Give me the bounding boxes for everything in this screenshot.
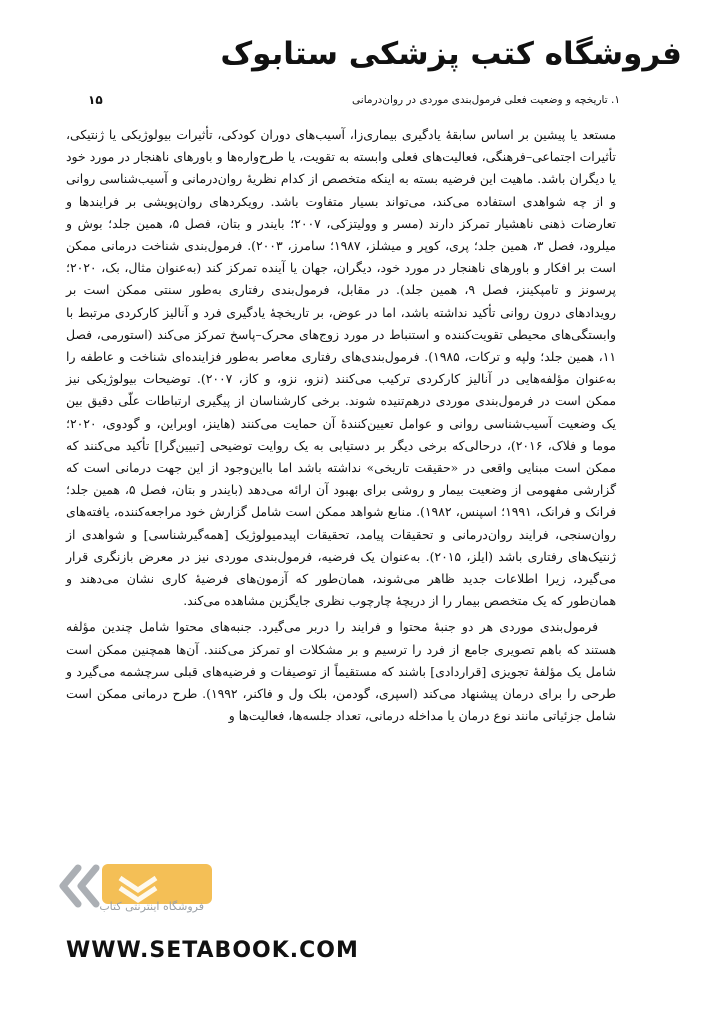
- running-head: [88, 94, 620, 112]
- paragraph: مستعد یا پیشین بر اساس سابقهٔ یادگیری بیماری‌زا، آسیب‌های دوران کودکی، تأثیرات بیولوژیکی یا ژنتیکی، تأثیرات اجتماعی–فرهنگی، فعالیت‌های فعلی وابسته به تقویت، یا طرح‌واره‌ها و باورهای ناهنجار در مورد خود یا دیگران باشد. ماهیت این فرضیه بسته به اینکه متخصص از کدام نظریهٔ روان‌درمانی و آسیب‌شناسی روانی و از چه شواهدی استفاده می‌کند، می‌تواند بسیار متفاوت باشد. رویکردهای روان‌پویشی بر فرایندها و تعارضات ذهنی ناهشیار تمرکز دارند (مسر و وولیتزکی، ۲۰۰۷؛ بایندر و بتان، فصل ۵، همین جلد؛ بوش و میلرود، فصل ۳، همین جلد؛ پری، کوپر و میشلز، ۱۹۸۷؛ سامرز، ۲۰۰۳). فرمول‌بندی شناخت درمانی ممکن است بر افکار و باورهای ناهنجار در مورد خود، دیگران، جهان یا آینده تمرکز کند (به‌عنوان مثال، بک، ۲۰۲۰؛ پرسونز و تامپکینز، فصل ۹، همین جلد). در مقابل، فرمول‌بندی رفتاری به‌طور سنتی ممکن است بر رویدادهای درون روانی تأکید نداشته باشد، اما در عوض، بر تاریخچهٔ یادگیری فرد و آنالیز کارکردی مرتبط با وابستگی‌های محیطی تقویت‌کننده و استنباط در مورد زوج‌های محرک–پاسخ تمرکز می‌کند (استورمی، فصل ۱۱، همین جلد؛ ولپه و ترکات، ۱۹۸۵). فرمول‌بندی‌های رفتاری معاصر به‌طور فزاینده‌ای شناخت و عاطفه را به‌عنوان مؤلفه‌هایی در آنالیز کارکردی ترکیب می‌کنند (نزو، نزو، و کاز، ۲۰۰۷). توضیحات بیولوژیکی نیز ممکن است در فرمول‌بندی موردی درهم‌تنیده شوند. برخی کارشناسان از پیگیری ارتباطات علّی دقیق بین یک وضعیت آسیب‌شناسی روانی و عوامل تعیین‌کنندهٔ آن حمایت می‌کنند (هاینز، اوبراین، و گودوی، ۲۰۲۰؛ موما و فلاک، ۲۰۱۶)، درحالی‌که برخی دیگر بر دستیابی به یک روایت توضیحی [تبیین‌گرا] تأکید می‌کنند که ممکن است مبنایی واقعی در «حقیقت تاریخی» نداشته باشد اما بااین‌وجود از این جهت درمانی است که گزارشی مفهومی از وضعیت بیمار و روشی برای بهبود آن ارائه می‌دهد (بایندر و بتان، فصل ۵، همین جلد؛ فرانک و فرانک، ۱۹۹۱؛ اسپنس، ۱۹۸۲). منابع شواهد ممکن است شامل گزارش خود مراجعه‌کننده، یافته‌های روان‌سنجی، فرایند روان‌درمانی و تحقیقات پیامد، تحقیقات اپیدمیولوژیک [همه‌گیرشناسی] و شواهدی از ژنتیک‌های رفتاری باشد (ایلز، ۲۰۱۵). به‌عنوان یک فرضیه، فرمول‌بندی موردی نیز در معرض بازنگری قرار می‌گیرد، زیرا اطلاعات جدید ظاهر می‌شوند، همان‌طور که آزمون‌های فرضیهٔ کاری نشان می‌دهند و همان‌طور که یک متخصص بیمار را از دریچهٔ چارچوب نظری جایگزین مشاهده می‌کند.: [66, 127, 617, 609]
- site-url[interactable]: WWW.SETABOOK.COM: [66, 938, 359, 963]
- paragraph: فرمول‌بندی موردی هر دو جنبهٔ محتوا و فرایند را دربر می‌گیرد. جنبه‌های محتوا شامل چندین مؤلفه هستند که باهم تصویری جامع از فرد را ترسیم و بر مشکلات او تمرکز می‌کنند. آن‌ها همچنین ممکن است شامل یک مؤلفهٔ تجویزی [قراردادی] باشند که مستقیماً از توصیفات و فرضیه‌های قبلی سرچشمه می‌گیرد و طرحی را برای درمان پیشنهاد می‌کند (اسپری، گودمن، بلک ول و فاکنر، ۱۹۹۲). طرح درمانی ممکن است شامل جزئیاتی مانند نوع درمان یا مداخله درمانی، تعداد جلسه‌ها، فعالیت‌ها و: [66, 619, 616, 724]
- body-text: [66, 124, 616, 727]
- store-title: فروشگاه کتب پزشکی ستابوک: [220, 36, 682, 72]
- watermark-subtitle: فروشگاه اینترنتی کتاب: [99, 900, 204, 913]
- chapter-running-title: ۱. تاریخچه و وضعیت فعلی فرمول‌بندی موردی در روان‌درمانی: [352, 94, 620, 106]
- page-number: ۱۵: [88, 93, 103, 107]
- setabook-logo-icon: [58, 858, 308, 928]
